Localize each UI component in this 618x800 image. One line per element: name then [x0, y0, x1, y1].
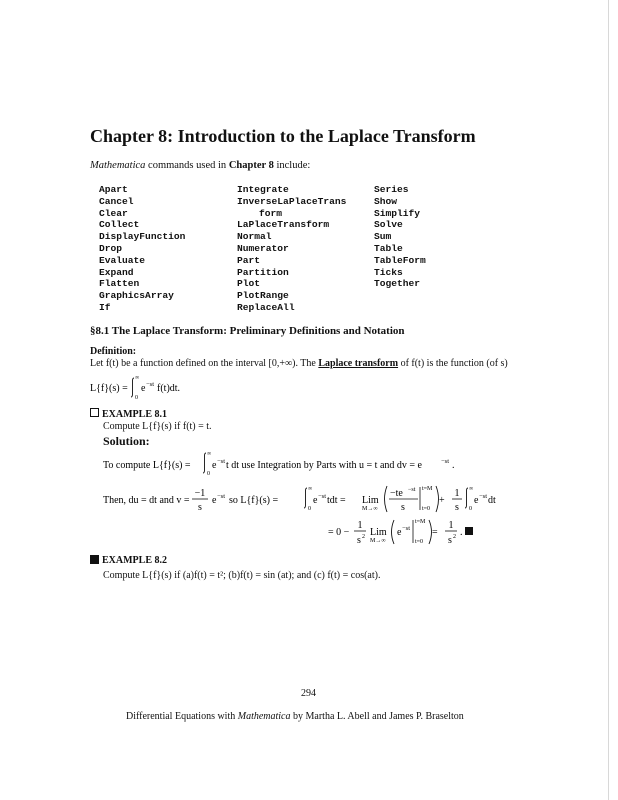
- command-item: Part: [237, 254, 261, 266]
- line2-text-a: Then, du = dt and v =: [103, 495, 190, 506]
- command-item: Simplify: [374, 207, 421, 219]
- line2-e-exponent: −st: [217, 493, 226, 500]
- line1-text-a: To compute L{f}(s) =: [103, 460, 191, 471]
- limit-subscript: M→∞: [362, 506, 378, 512]
- integral-upper-limit-icon: ∞: [135, 375, 140, 381]
- command-item: If: [99, 301, 111, 313]
- formula-lhs: L{f}(s) =: [90, 383, 128, 394]
- command-item: Series: [374, 184, 409, 195]
- example-8-1-title: EXAMPLE 8.1: [102, 409, 167, 420]
- page-edge-line: [608, 0, 609, 800]
- line1-text-c: t dt use Integration by Parts with u = t and dv = e: [226, 460, 422, 471]
- example-8-1-solution-math: [98, 448, 518, 548]
- example-8-2-title: EXAMPLE 8.2: [102, 555, 167, 566]
- integral-sign-icon: [131, 378, 134, 397]
- command-item: Apart: [99, 184, 128, 195]
- footer-italic: Mathematica: [237, 711, 291, 722]
- command-item: InverseLaPlaceTrans: [237, 195, 347, 207]
- line3-end: .: [460, 527, 463, 538]
- command-item: Ticks: [374, 266, 403, 278]
- definition-formula: [86, 370, 306, 400]
- line2-second-fraction-numerator: 1: [454, 488, 460, 499]
- line2-second-integrand-exponent: −st: [479, 493, 488, 500]
- section-heading: §8.1 The Laplace Transform: Preliminary Definitions and Notation: [90, 325, 405, 337]
- integral-upper-limit-icon: ∞: [207, 451, 212, 457]
- intro-end: include:: [273, 160, 311, 171]
- line2-integrand-exponent: −st: [318, 493, 327, 500]
- command-item: Normal: [237, 231, 272, 243]
- command-item: Clear: [99, 207, 128, 219]
- limit-subscript: M→∞: [370, 538, 386, 544]
- example-8-1-label: [90, 408, 167, 420]
- definition-text-before: Let f(t) be a function defined on the interval [0,+∞). The: [90, 358, 319, 369]
- line2-text-c: so L{f}(s) =: [229, 495, 279, 506]
- line2-limit-fraction-numerator: −te: [390, 488, 403, 499]
- integral-sign-icon: [465, 488, 468, 508]
- line1-dv-exponent: −st: [441, 458, 450, 465]
- line3-result-denominator: s: [448, 535, 452, 546]
- checkbox-icon: [90, 408, 99, 417]
- commands-column-1: [99, 184, 185, 314]
- limit-operator: Lim: [362, 495, 379, 506]
- line3-equals: =: [432, 527, 438, 538]
- line3-result-denominator-exponent: 2: [453, 534, 456, 540]
- line2-evaluation-lower: t=0: [422, 506, 431, 512]
- command-item: form: [259, 207, 283, 219]
- end-of-proof-icon: [465, 527, 473, 535]
- page-number: 294: [301, 688, 316, 699]
- chapter-title: Chapter 8: Introduction to the Laplace Transform: [90, 126, 476, 146]
- line1-end: .: [452, 460, 455, 471]
- command-item: TableForm: [374, 254, 426, 266]
- command-item: LaPlaceTransform: [237, 219, 330, 231]
- footer-after: by Martha L. Abell and James P. Braselton: [290, 711, 464, 722]
- line3-text-a: = 0 −: [328, 527, 350, 538]
- command-item: Expand: [99, 266, 134, 278]
- integral-sign-icon: [304, 488, 307, 508]
- command-item: Plot: [237, 278, 261, 290]
- commands-intro: [90, 160, 310, 171]
- footer-before: Differential Equations with: [126, 711, 238, 722]
- integral-upper-limit-icon: ∞: [469, 486, 474, 492]
- line2-text-e: tdt =: [327, 495, 346, 506]
- left-paren-icon: [392, 520, 395, 544]
- line2-fraction-numerator: −1: [194, 488, 206, 499]
- laplace-transform-term: Laplace transform: [318, 358, 399, 369]
- intro-italic: Mathematica: [90, 160, 146, 171]
- command-item: Table: [374, 242, 403, 254]
- command-item: Evaluate: [99, 254, 146, 266]
- line2-plus: +: [439, 495, 445, 506]
- example-8-2-task: Compute L{f}(s) if (a)f(t) = t²; (b)f(t) = sin (at); and (c) f(t) = cos(at).: [103, 570, 381, 581]
- line2-second-fraction-denominator: s: [455, 502, 459, 513]
- command-item: ReplaceAll: [237, 301, 295, 313]
- command-item: DisplayFunction: [99, 231, 186, 243]
- formula-exponent: −st: [146, 381, 155, 388]
- line2-integrand: e: [313, 495, 318, 506]
- command-item: PlotRange: [237, 290, 289, 302]
- line2-second-integrand: e: [474, 495, 479, 506]
- limit-operator: Lim: [370, 527, 387, 538]
- example-8-1-task: Compute L{f}(s) if f(t) = t.: [103, 421, 212, 432]
- intro-bold: Chapter 8: [228, 160, 274, 171]
- integral-upper-limit-icon: ∞: [308, 486, 313, 492]
- line2-dt: dt: [488, 495, 496, 506]
- command-item: Cancel: [99, 195, 134, 207]
- line2-evaluation-upper: t=M: [422, 486, 433, 492]
- definition-label: Definition:: [90, 346, 137, 357]
- command-item: Solve: [374, 219, 403, 231]
- command-item: Numerator: [237, 242, 289, 254]
- solution-label: Solution:: [103, 434, 150, 448]
- formula-rest: f(t)dt.: [157, 383, 181, 394]
- left-paren-icon: [385, 486, 388, 512]
- integral-lower-limit-icon: 0: [135, 395, 138, 400]
- command-item: GraphicsArray: [99, 290, 174, 302]
- line3-e: e: [397, 527, 402, 538]
- integral-lower-limit-icon: 0: [469, 506, 472, 512]
- line1-integrand: e: [212, 460, 217, 471]
- definition-text-after: of f(t) is the function (of s): [398, 358, 508, 369]
- intro-middle: commands used in: [145, 160, 229, 171]
- formula-integrand: e: [141, 383, 146, 394]
- line1-exponent: −st: [217, 458, 226, 465]
- page-footer: [126, 711, 464, 722]
- integral-lower-limit-icon: 0: [207, 471, 210, 477]
- commands-column-3: [374, 184, 426, 290]
- command-item: Together: [374, 278, 421, 290]
- command-item: Flatten: [99, 278, 140, 290]
- line2-e: e: [212, 495, 217, 506]
- line3-result-numerator: 1: [448, 520, 454, 531]
- line2-limit-fraction-exponent: −st: [408, 487, 416, 493]
- command-item: Drop: [99, 242, 123, 254]
- line3-fraction-denominator-exponent: 2: [362, 534, 365, 540]
- line3-fraction-denominator: s: [357, 535, 361, 546]
- command-item: Show: [374, 195, 398, 207]
- line2-fraction-denominator: s: [198, 502, 202, 513]
- line3-fraction-numerator: 1: [357, 520, 363, 531]
- integral-lower-limit-icon: 0: [308, 506, 311, 512]
- solid-square-icon: [90, 555, 99, 564]
- line3-evaluation-lower: t=0: [415, 539, 424, 545]
- command-item: Collect: [99, 219, 140, 231]
- commands-column-2: [237, 184, 346, 314]
- line2-limit-fraction-denominator: s: [401, 502, 405, 513]
- example-8-2-label: [90, 555, 167, 566]
- command-item: Sum: [374, 231, 392, 243]
- integral-sign-icon: [203, 453, 206, 473]
- command-item: Partition: [237, 266, 289, 278]
- line3-e-exponent: −st: [402, 525, 411, 532]
- definition-text: [90, 358, 508, 369]
- line3-evaluation-upper: t=M: [415, 519, 426, 525]
- command-item: Integrate: [237, 184, 289, 195]
